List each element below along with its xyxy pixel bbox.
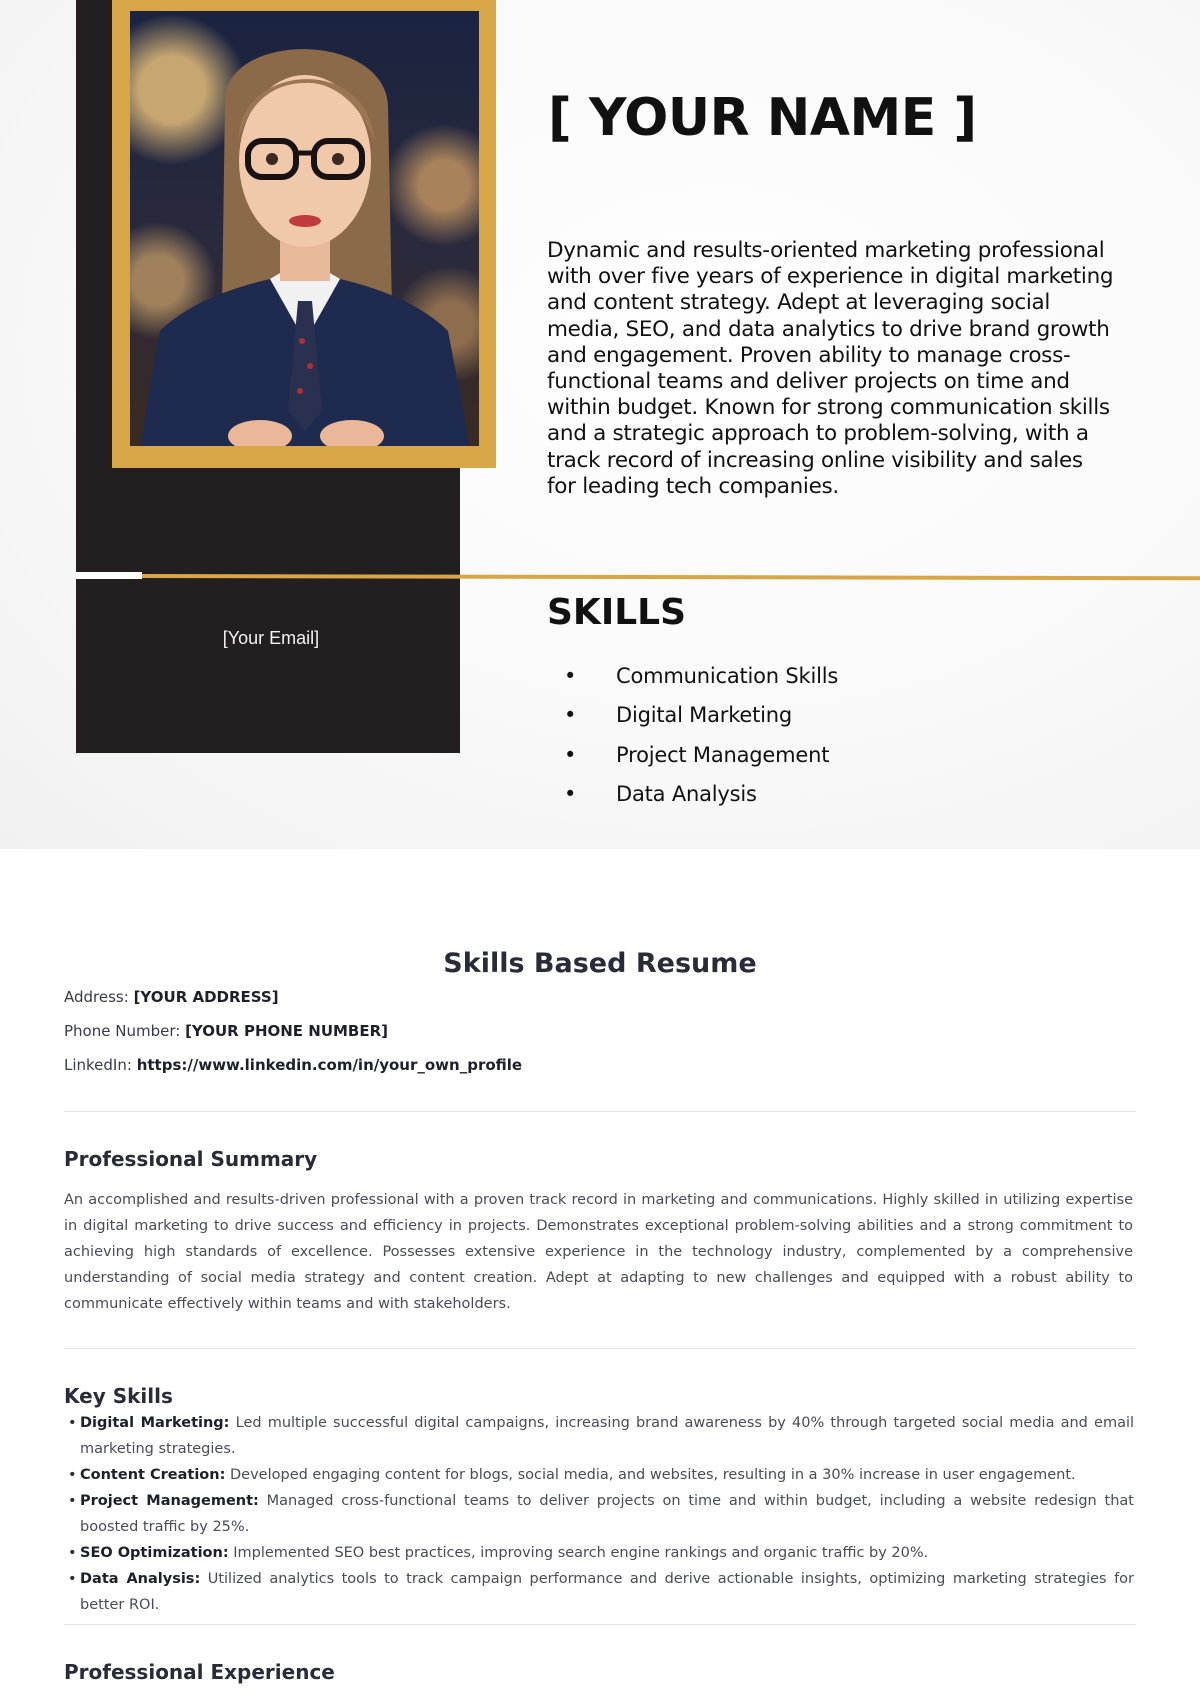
bullet-icon: • (564, 781, 577, 806)
email-text: [Your Email] (222, 628, 320, 648)
skill-label: Communication Skills (616, 664, 839, 688)
phone-line (64, 1022, 388, 1040)
skill-label: Data Analysis (616, 781, 757, 806)
skills-heading: SKILLS (547, 592, 687, 633)
key-skills-list (64, 1410, 1134, 1618)
skill-item (547, 782, 838, 821)
key-skills-heading: Key Skills (64, 1384, 173, 1408)
key-skill-label: Project Management: (80, 1493, 259, 1509)
professional-experience-heading: Professional Experience (64, 1660, 335, 1684)
key-skill-label: SEO Optimization: (80, 1545, 229, 1561)
skill-item (547, 743, 838, 782)
key-skill-label: Data Analysis: (80, 1571, 201, 1587)
skills-list (547, 664, 838, 821)
key-skill-item (64, 1410, 1134, 1462)
section-divider (64, 1111, 1136, 1112)
address-line (64, 988, 279, 1006)
skill-item (547, 664, 838, 703)
your-name-heading: [ YOUR NAME ] (548, 88, 977, 148)
phone-value: [YOUR PHONE NUMBER] (185, 1022, 389, 1040)
key-skill-item (64, 1488, 1134, 1540)
key-skill-label: Digital Marketing: (80, 1415, 230, 1431)
linkedin-label: LinkedIn: (64, 1056, 132, 1074)
intro-paragraph: Dynamic and results-oriented marketing professional with over five years of experience in digital marketing and content strategy. Adept at leveraging social media, SEO, and data analytics to drive brand growth and engagement. Proven ability to manage cross-functional teams and deliver projects on time and within budget. Known for strong communication skills and a strategic approach to problem-solving, with a track record of increasing online visibility and sales for leading tech companies. (547, 238, 1114, 499)
key-skill-text: Led multiple successful digital campaigns, increasing brand awareness by 40% through targeted social media and email marketing strategies. (80, 1415, 1135, 1457)
phone-label: Phone Number: (64, 1022, 181, 1040)
resume-banner (0, 0, 1200, 849)
bullet-icon: • (564, 703, 577, 728)
key-skill-text: Utilized analytics tools to track campaign performance and derive actionable insights, optimizing marketing strategies for better ROI. (80, 1571, 1135, 1613)
key-skill-item (64, 1540, 1134, 1566)
bullet-icon: • (564, 664, 577, 688)
key-skill-item (64, 1566, 1134, 1618)
white-accent-bar (76, 572, 142, 579)
skill-item (547, 703, 838, 742)
section-divider (64, 1348, 1136, 1349)
portrait-illustration (130, 11, 479, 446)
key-skill-item (64, 1462, 1134, 1488)
document-title: Skills Based Resume (443, 948, 757, 979)
skill-label: Digital Marketing (616, 703, 793, 728)
linkedin-line (64, 1056, 522, 1074)
address-value: [YOUR ADDRESS] (133, 988, 279, 1006)
section-divider (64, 1624, 1136, 1625)
key-skill-text: Developed engaging content for blogs, social media, and websites, resulting in a 30% increase in user engagement. (230, 1467, 1076, 1483)
key-skill-text: Implemented SEO best practices, improving search engine rankings and organic traffic by 20%. (233, 1545, 929, 1561)
key-skill-label: Content Creation: (80, 1467, 226, 1483)
bullet-icon: • (564, 742, 577, 767)
professional-summary-heading: Professional Summary (64, 1147, 318, 1171)
profile-photo (130, 11, 479, 446)
address-label: Address: (64, 988, 129, 1006)
skill-label: Project Management (616, 742, 830, 767)
linkedin-link[interactable]: https://www.linkedin.com/in/your_own_profile (136, 1056, 523, 1074)
professional-summary-text: An accomplished and results-driven professional with a proven track record in marketing and communications. Highly skilled in utilizing expertise in digital marketing to drive success and efficiency in projects. Demonstrates exceptional problem-solving abilities and a strong commitment to achieving high standards of excellence. Possesses extensive experience in the technology industry, complemented by a comprehensive understanding of social media strategy and content creation. Adept at adapting to new challenges and equipped with a robust ability to communicate effectively within teams and with stakeholders. (64, 1192, 1133, 1312)
key-skill-text: Managed cross-functional teams to deliver projects on time and within budget, including a website redesign that boosted traffic by 25%. (80, 1493, 1134, 1535)
